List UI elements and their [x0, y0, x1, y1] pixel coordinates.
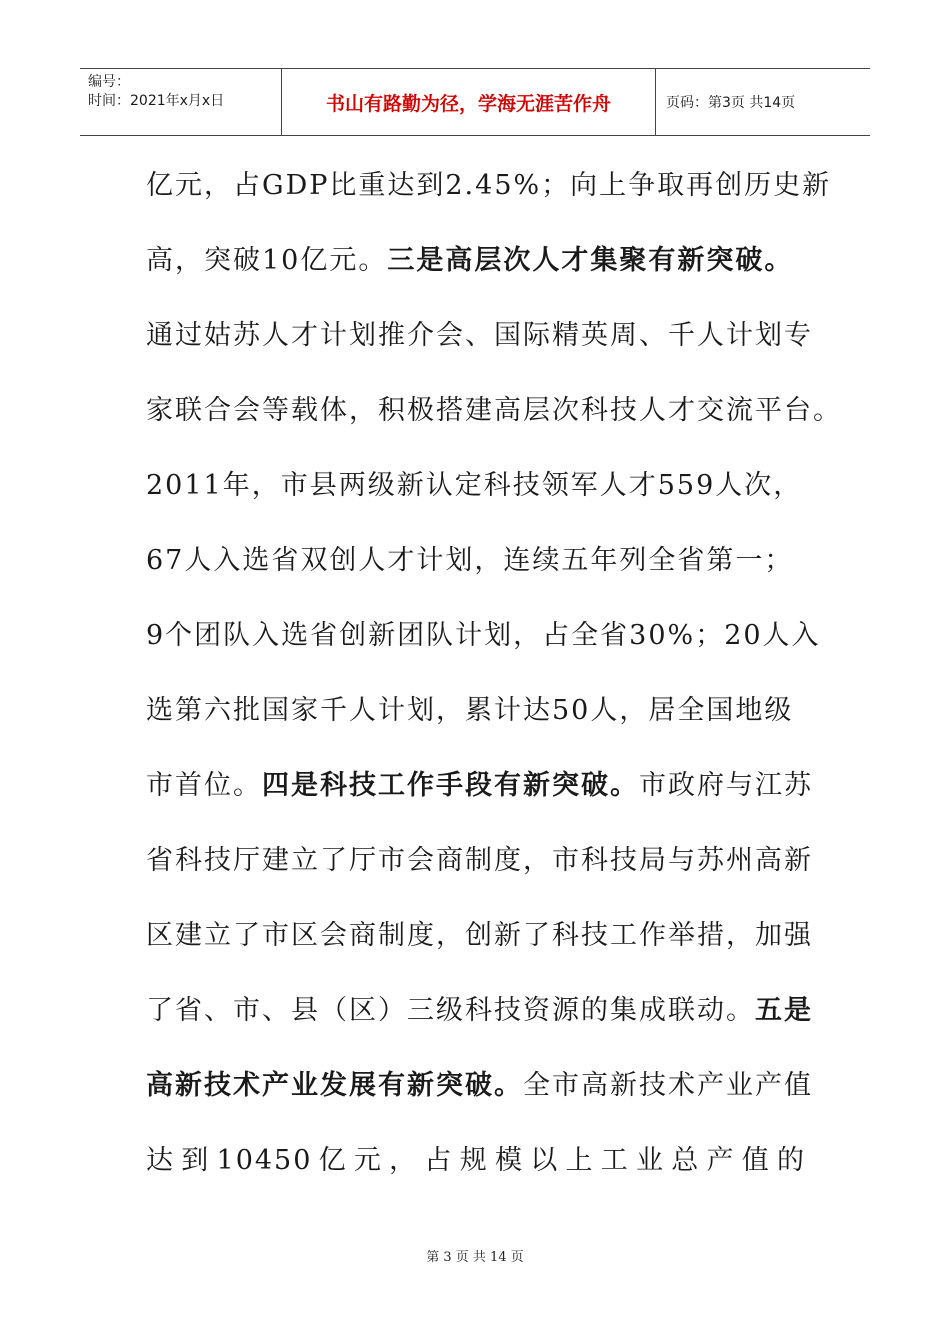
text-line — [146, 310, 813, 385]
body-text-span: 市政府与江苏 — [639, 770, 813, 801]
text-line — [146, 1135, 806, 1210]
text-line — [146, 460, 806, 535]
text-line — [146, 910, 813, 985]
header-page-info: 页码：第3页 共14页 — [666, 95, 796, 111]
body-text-span: 选第六批国家千人计划，累计达50人，居全国地级 — [146, 695, 794, 726]
text-line — [146, 685, 806, 760]
text-line — [146, 385, 842, 460]
body-text-span: 67人入选省双创人才计划，连续五年列全省第一； — [146, 545, 794, 576]
bold-heading-text: 高新技术产业发展有新突破。 — [146, 1070, 523, 1101]
body-text-span: 省科技厅建立了厅市会商制度，市科技局与苏州高新 — [146, 845, 813, 876]
page-header — [80, 68, 870, 136]
body-text-span: 了省、市、县（区）三级科技资源的集成联动。 — [146, 995, 755, 1026]
text-line — [146, 760, 813, 835]
document-body — [146, 160, 842, 1210]
header-meta — [80, 69, 282, 135]
body-text-span: 市首位。 — [146, 770, 262, 801]
text-line — [146, 835, 813, 910]
body-text-span: 通过姑苏人才计划推介会、国际精英周、千人计划专 — [146, 320, 813, 351]
text-line — [146, 1060, 813, 1135]
text-line — [146, 535, 806, 610]
body-text-span: 全市高新技术产业产值 — [523, 1070, 813, 1101]
bold-heading-text: 五是 — [755, 995, 813, 1026]
text-line — [146, 985, 813, 1060]
body-text-span: 亿元，占GDP比重达到2.45%；向上争取再创历史新 — [146, 170, 832, 201]
text-line — [146, 160, 832, 235]
body-text-span: 9个团队入选省创新团队计划，占全省30%；20人入 — [146, 620, 821, 651]
document-time-label: 时间：2021年x月x日 — [88, 93, 225, 109]
bold-heading-text: 三是高层次人才集聚有新突破。 — [387, 245, 794, 276]
body-text-span: 达到10450亿元，占规模以上工业总产值的 — [146, 1145, 806, 1176]
document-number-label: 编号： — [88, 74, 130, 90]
text-line — [146, 235, 806, 310]
bold-heading-text: 四是科技工作手段有新突破。 — [262, 770, 639, 801]
header-motto: 书山有路勤为径，学海无涯苦作舟 — [282, 69, 656, 135]
body-text-span: 区建立了市区会商制度，创新了科技工作举措，加强 — [146, 920, 813, 951]
text-line — [146, 610, 821, 685]
body-text-span: 高，突破10亿元。 — [146, 245, 388, 276]
body-text-span: 家联合会等载体，积极搭建高层次科技人才交流平台。 — [146, 395, 842, 426]
page-footer: 第 3 页 共 14 页 — [426, 1250, 524, 1265]
body-text-span: 2011年，市县两级新认定科技领军人才559人次， — [146, 470, 803, 501]
